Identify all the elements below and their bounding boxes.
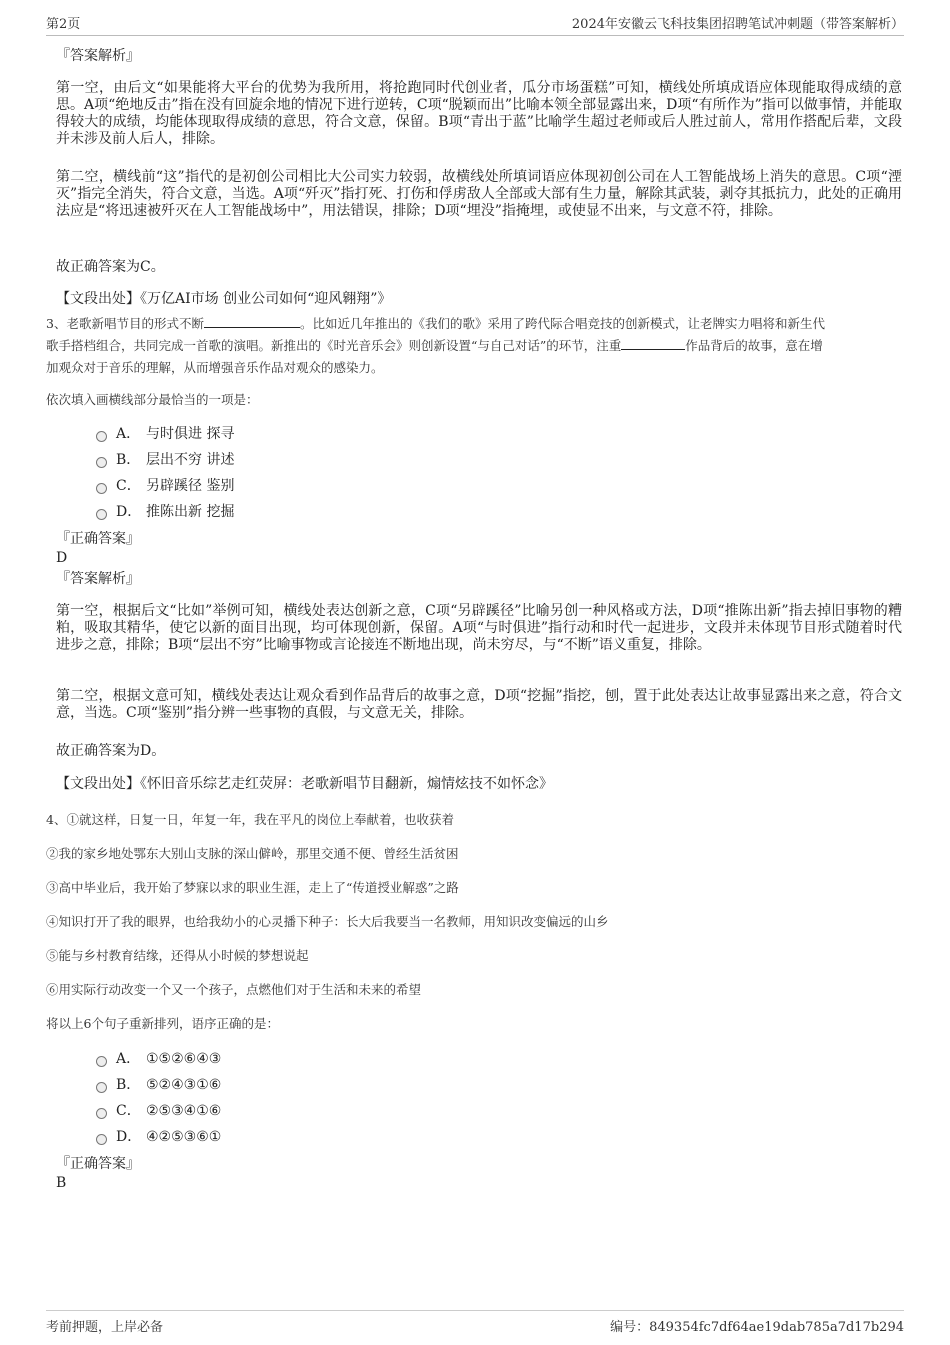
page-footer — [46, 1310, 904, 1335]
sentence-1: 4、①就这样，日复一日，年复一年，我在平凡的岗位上奉献着，也收获着 — [46, 812, 454, 827]
conclusion: 故正确答案为D。 — [56, 743, 166, 759]
question-instruction: 将以上6个句子重新排列，语序正确的是： — [46, 1016, 279, 1031]
correct-answer: D — [56, 550, 68, 566]
sentence-3: ③高中毕业后，我开始了梦寐以求的职业生涯，走上了“传道授业解惑”之路 — [46, 880, 459, 895]
radio-icon[interactable] — [96, 509, 107, 520]
page-header — [46, 10, 904, 36]
option-c[interactable]: C． 另辟蹊径 鉴别 — [96, 475, 234, 497]
option-b[interactable]: B． ⑤②④③①⑥ — [96, 1074, 221, 1096]
sentence-2: ②我的家乡地处鄂东大别山支脉的深山僻岭，那里交通不便、曾经生活贫困 — [46, 846, 459, 861]
answer-blank — [621, 337, 685, 350]
option-d[interactable]: D． ④②⑤③⑥① — [96, 1126, 221, 1148]
option-a[interactable]: A． 与时俱进 探寻 — [96, 423, 234, 445]
radio-icon[interactable] — [96, 1108, 107, 1119]
conclusion: 故正确答案为C。 — [56, 259, 165, 275]
sentence-5: ⑤能与乡村教育结缘，还得从小时候的梦想说起 — [46, 948, 309, 963]
passage-source: 【文段出处】《万亿AI市场 创业公司如何“迎风翱翔”》 — [56, 291, 392, 307]
answer-label: 『正确答案』 — [56, 531, 140, 547]
question-stem: 3、老歌新唱节目的形式不断 。比如近几年推出的《我们的歌》采用了跨代际合唱竞技的创新模式，让老牌实力唱将和新生代 — [46, 316, 825, 331]
analysis-label: 『答案解析』 — [56, 48, 140, 64]
radio-icon[interactable] — [96, 431, 107, 442]
sentence-6: ⑥用实际行动改变一个又一个孩子，点燃他们对于生活和未来的希望 — [46, 982, 422, 997]
analysis-paragraph: 第二空，根据文意可知，横线处表达让观众看到作品背后的故事之意，D项“挖掘”指挖，刨，置于此处表达让故事显露出来之意，符合文意，当选。C项“鉴别”指分辨一些事物的真假，与文意无关，排除。 — [56, 688, 902, 721]
answer-blank — [204, 315, 300, 328]
analysis-paragraph: 第一空，由后文“如果能将大平台的优势为我所用，将抢跑同时代创业者，瓜分市场蛋糕”可知，横线处所填成语应体现能取得成绩的意思。A项“绝地反击”指在没有回旋余地的情况下进行逆转，C项“脱颖而出”比喻本领全部显露出来，D项“有所作为”指可以做事情，并能取得较大的成绩，均能体现取得成绩的意思，符合文意，保留。B项“青出于蓝”比喻学生超过老师或后人胜过前人，常用作搭配后辈，文段并未涉及前人后人，排除。 — [56, 80, 902, 147]
passage-source: 【文段出处】《怀旧音乐综艺走红荧屏：老歌新唱节目翻新，煽情炫技不如怀念》 — [56, 776, 553, 792]
radio-icon[interactable] — [96, 1082, 107, 1093]
analysis-label: 『答案解析』 — [56, 571, 140, 587]
radio-icon[interactable] — [96, 483, 107, 494]
footer-slogan: 考前押题，上岸必备 — [46, 1320, 164, 1335]
analysis-paragraph: 第二空，横线前“这”指代的是初创公司相比大公司实力较弱，故横线处所填词语应体现初创公司在人工智能战场上消失的意思。C项“湮灭”指完全消失，符合文意，当选。A项“歼灭”指打死、打伤和俘虏敌人全部或大部有生力量，解除其武装，剥夺其抵抗力，此处的正确用法应是“将迅速被歼灭在人工智能战场中”，用法错误，排除；D项“埋没”指掩埋，或使显不出来，与文意不符，排除。 — [56, 169, 902, 219]
answer-label: 『正确答案』 — [56, 1156, 140, 1172]
option-d[interactable]: D． 推陈出新 挖掘 — [96, 501, 234, 523]
question-stem: 歌手搭档组合，共同完成一首歌的演唱。新推出的《时光音乐会》则创新设置“与自己对话”的环节，注重 作品背后的故事，意在增 — [46, 338, 823, 353]
correct-answer: B — [56, 1175, 67, 1191]
radio-icon[interactable] — [96, 1134, 107, 1145]
analysis-paragraph: 第一空，根据后文“比如”举例可知，横线处表达创新之意，C项“另辟蹊径”比喻另创一种风格或方法，D项“推陈出新”指去掉旧事物的糟粕，吸取其精华，使它以新的面目出现，均可体现创新，保留。A项“与时俱进”指行动和时代一起进步，文段并未体现节目形式随着时代进步之意，排除；B项“层出不穷”比喻事物或言论接连不断地出现，尚未穷尽，与“不断”语义重复，排除。 — [56, 603, 902, 653]
option-c[interactable]: C． ②⑤③④①⑥ — [96, 1100, 221, 1122]
question-instruction: 依次填入画横线部分最恰当的一项是： — [46, 392, 259, 407]
radio-icon[interactable] — [96, 1056, 107, 1067]
option-a[interactable]: A． ①⑤②⑥④③ — [96, 1048, 221, 1070]
document-id: 编号：849354fc7df64ae19dab785a7d17b294 — [610, 1320, 904, 1335]
question-stem: 加观众对于音乐的理解，从而增强音乐作品对观众的感染力。 — [46, 360, 384, 375]
sentence-4: ④知识打开了我的眼界，也给我幼小的心灵播下种子：长大后我要当一名教师，用知识改变偏远的山乡 — [46, 914, 609, 929]
option-b[interactable]: B． 层出不穷 讲述 — [96, 449, 234, 471]
document-title: 2024年安徽云飞科技集团招聘笔试冲刺题（带答案解析） — [571, 17, 904, 32]
radio-icon[interactable] — [96, 457, 107, 468]
page-number: 第2页 — [46, 17, 81, 32]
